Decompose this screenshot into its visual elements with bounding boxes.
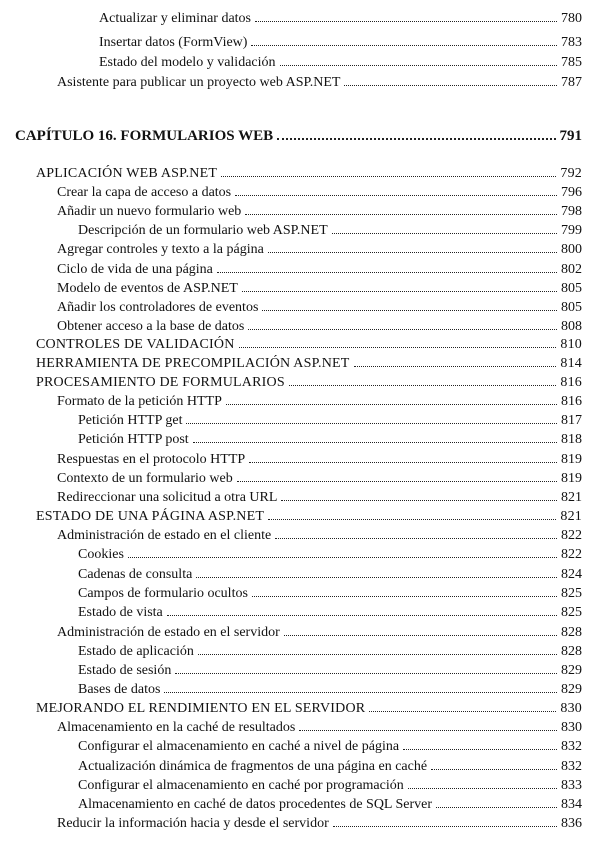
dot-leader: [217, 272, 557, 273]
toc-entry: [78, 661, 582, 680]
toc-entry-title: Almacenamiento en caché de datos procedentes de SQL Server: [78, 797, 432, 812]
toc-entry-title: Campos de formulario ocultos: [78, 586, 248, 601]
toc-entry-page: 829: [561, 663, 582, 678]
toc-entry: [57, 73, 582, 92]
toc-entry-page: 825: [561, 605, 582, 620]
toc-entry-page: 830: [561, 720, 582, 735]
toc-entry: [57, 279, 582, 298]
toc-section: [36, 164, 582, 183]
toc-entry-title: Configurar el almacenamiento en caché a nivel de página: [78, 739, 400, 754]
dot-leader: [403, 749, 557, 750]
dot-leader: [408, 788, 557, 789]
toc-entry: [57, 469, 582, 488]
dot-leader: [167, 615, 557, 616]
toc-section: [36, 354, 582, 373]
toc-entry-page: 805: [561, 281, 582, 296]
dot-leader: [128, 557, 557, 558]
dot-leader: [255, 21, 557, 22]
toc-entry: [57, 183, 582, 202]
toc-entry-page: 780: [561, 11, 582, 26]
toc-entry: [78, 737, 582, 756]
toc-entry-title: Almacenamiento en la caché de resultados: [57, 720, 296, 735]
toc-entry: [78, 776, 582, 795]
toc-entry-title: Cadenas de consulta: [78, 567, 193, 582]
toc-entry: [78, 584, 582, 603]
toc-entry-page: 818: [561, 432, 582, 447]
toc-entry-page: 822: [561, 528, 582, 543]
dot-leader: [289, 385, 557, 386]
toc-entry: [57, 450, 582, 469]
toc-entry-title: Añadir los controladores de eventos: [57, 300, 259, 315]
toc-entry: [57, 260, 582, 279]
dot-leader: [196, 577, 557, 578]
dot-leader: [239, 347, 557, 348]
toc-entry-page: 819: [561, 452, 582, 467]
toc-entry: [57, 623, 582, 642]
toc-entry-title: Añadir un nuevo formulario web: [57, 204, 242, 219]
toc-entry-title: Insertar datos (FormView): [99, 35, 248, 50]
toc-entry-page: 816: [561, 394, 582, 409]
dot-leader: [242, 291, 557, 292]
toc-entry-page: 817: [561, 413, 582, 428]
toc-entry: [78, 565, 582, 584]
toc-entry-page: 825: [561, 586, 582, 601]
dot-leader: [175, 673, 557, 674]
toc-entry-page: 787: [561, 75, 582, 90]
toc-entry-page: 833: [561, 778, 582, 793]
toc-entry-page: 821: [560, 509, 582, 524]
toc-entry: [57, 814, 582, 833]
dot-leader: [369, 711, 556, 712]
toc-entry: [57, 392, 582, 411]
toc-entry-page: 836: [561, 816, 582, 831]
dot-leader: [252, 596, 557, 597]
toc-entry-title: HERRAMIENTA DE PRECOMPILACIÓN ASP.NET: [36, 356, 350, 371]
toc-entry-title: Redireccionar una solicitud a otra URL: [57, 490, 278, 505]
dot-leader: [221, 176, 556, 177]
toc-entry: [99, 33, 582, 52]
dot-leader: [277, 138, 555, 140]
toc-entry: [57, 526, 582, 545]
chapter-heading: [15, 127, 582, 146]
toc-entry: [78, 757, 582, 776]
toc-entry-title: Estado de aplicación: [78, 644, 194, 659]
dot-leader: [186, 423, 557, 424]
toc-entry-page: 800: [561, 242, 582, 257]
toc-entry-title: Descripción de un formulario web ASP.NET: [78, 223, 328, 238]
toc-entry-page: 792: [560, 166, 582, 181]
toc-entry-title: PROCESAMIENTO DE FORMULARIOS: [36, 375, 285, 390]
toc-entry-title: MEJORANDO EL RENDIMIENTO EN EL SERVIDOR: [36, 701, 366, 716]
toc-entry: [99, 53, 582, 72]
toc-entry: [78, 221, 582, 240]
dot-leader: [164, 692, 557, 693]
toc-entry: [57, 488, 582, 507]
toc-entry-title: Ciclo de vida de una página: [57, 262, 213, 277]
toc-entry-title: Administración de estado en el cliente: [57, 528, 272, 543]
toc-entry-title: Contexto de un formulario web: [57, 471, 233, 486]
toc-entry-page: 830: [560, 701, 582, 716]
toc-entry-title: Agregar controles y texto a la página: [57, 242, 264, 257]
dot-leader: [248, 329, 557, 330]
dot-leader: [280, 65, 557, 66]
dot-leader: [198, 654, 557, 655]
toc-entry-page: 828: [561, 644, 582, 659]
toc-entry-page: 796: [561, 185, 582, 200]
dot-leader: [268, 519, 556, 520]
dot-leader: [333, 826, 557, 827]
toc-section: [36, 507, 582, 526]
toc-entry-page: 785: [561, 55, 582, 70]
toc-entry-page: 829: [561, 682, 582, 697]
dot-leader: [245, 214, 557, 215]
toc-entry: [57, 298, 582, 317]
toc-entry-title: Actualización dinámica de fragmentos de una página en caché: [78, 759, 428, 774]
toc-entry-page: 802: [561, 262, 582, 277]
toc-entry: [78, 642, 582, 661]
toc-entry-title: Petición HTTP get: [78, 413, 183, 428]
toc-entry-title: Reducir la información hacia y desde el servidor: [57, 816, 329, 831]
toc-section: [36, 335, 582, 354]
toc-entry: [99, 9, 582, 28]
dot-leader: [284, 635, 557, 636]
toc-entry: [78, 545, 582, 564]
dot-leader: [262, 310, 557, 311]
toc-entry: [78, 411, 582, 430]
dot-leader: [299, 730, 557, 731]
toc-entry-title: Configurar el almacenamiento en caché por programación: [78, 778, 404, 793]
toc-entry-page: 834: [561, 797, 582, 812]
toc-entry: [78, 795, 582, 814]
toc-entry-page: 824: [561, 567, 582, 582]
chapter-page: 791: [559, 128, 582, 144]
toc-entry-title: Administración de estado en el servidor: [57, 625, 280, 640]
toc-entry-title: Petición HTTP post: [78, 432, 189, 447]
toc-section: [36, 373, 582, 392]
dot-leader: [281, 500, 557, 501]
toc-entry: [57, 317, 582, 336]
toc-entry-page: 808: [561, 319, 582, 334]
toc-entry-title: Obtener acceso a la base de datos: [57, 319, 245, 334]
toc-entry-title: Respuestas en el protocolo HTTP: [57, 452, 246, 467]
toc-entry-title: Estado del modelo y validación: [99, 55, 276, 70]
toc-entry-title: CONTROLES DE VALIDACIÓN: [36, 337, 235, 352]
toc-entry-page: 799: [561, 223, 582, 238]
toc-entry-page: 821: [561, 490, 582, 505]
toc-entry-page: 822: [561, 547, 582, 562]
dot-leader: [235, 195, 557, 196]
toc-entry: [57, 718, 582, 737]
toc-entry-title: Estado de vista: [78, 605, 163, 620]
toc-entry-title: Asistente para publicar un proyecto web ASP.NET: [57, 75, 341, 90]
dot-leader: [275, 538, 557, 539]
toc-entry-title: Bases de datos: [78, 682, 161, 697]
toc-entry-title: Actualizar y eliminar datos: [99, 11, 251, 26]
dot-leader: [354, 366, 557, 367]
toc-entry-title: Crear la capa de acceso a datos: [57, 185, 232, 200]
dot-leader: [344, 85, 557, 86]
toc-section: [36, 699, 582, 718]
toc-entry-title: Cookies: [78, 547, 124, 562]
toc-entry: [57, 202, 582, 221]
toc-entry-page: 828: [561, 625, 582, 640]
toc-entry-page: 805: [561, 300, 582, 315]
toc-entry-page: 814: [560, 356, 582, 371]
toc-entry: [78, 680, 582, 699]
toc-entry: [78, 603, 582, 622]
dot-leader: [249, 462, 557, 463]
toc-entry-page: 810: [560, 337, 582, 352]
dot-leader: [431, 769, 557, 770]
chapter-title: CAPÍTULO 16. FORMULARIOS WEB: [15, 128, 274, 144]
dot-leader: [237, 481, 557, 482]
toc-entry-title: ESTADO DE UNA PÁGINA ASP.NET: [36, 509, 265, 524]
toc-entry-page: 798: [561, 204, 582, 219]
dot-leader: [226, 404, 557, 405]
toc-entry-page: 819: [561, 471, 582, 486]
dot-leader: [268, 252, 557, 253]
toc-entry-page: 832: [561, 759, 582, 774]
toc-entry: [78, 430, 582, 449]
toc-entry-page: 816: [560, 375, 582, 390]
dot-leader: [251, 45, 557, 46]
toc-entry-title: Modelo de eventos de ASP.NET: [57, 281, 238, 296]
dot-leader: [436, 807, 557, 808]
toc-entry-title: Estado de sesión: [78, 663, 172, 678]
toc-entry-page: 783: [561, 35, 582, 50]
toc-entry-page: 832: [561, 739, 582, 754]
dot-leader: [332, 233, 557, 234]
toc-entry-title: Formato de la petición HTTP: [57, 394, 222, 409]
toc-entry: [57, 240, 582, 259]
dot-leader: [193, 442, 557, 443]
toc-entry-title: APLICACIÓN WEB ASP.NET: [36, 166, 218, 181]
